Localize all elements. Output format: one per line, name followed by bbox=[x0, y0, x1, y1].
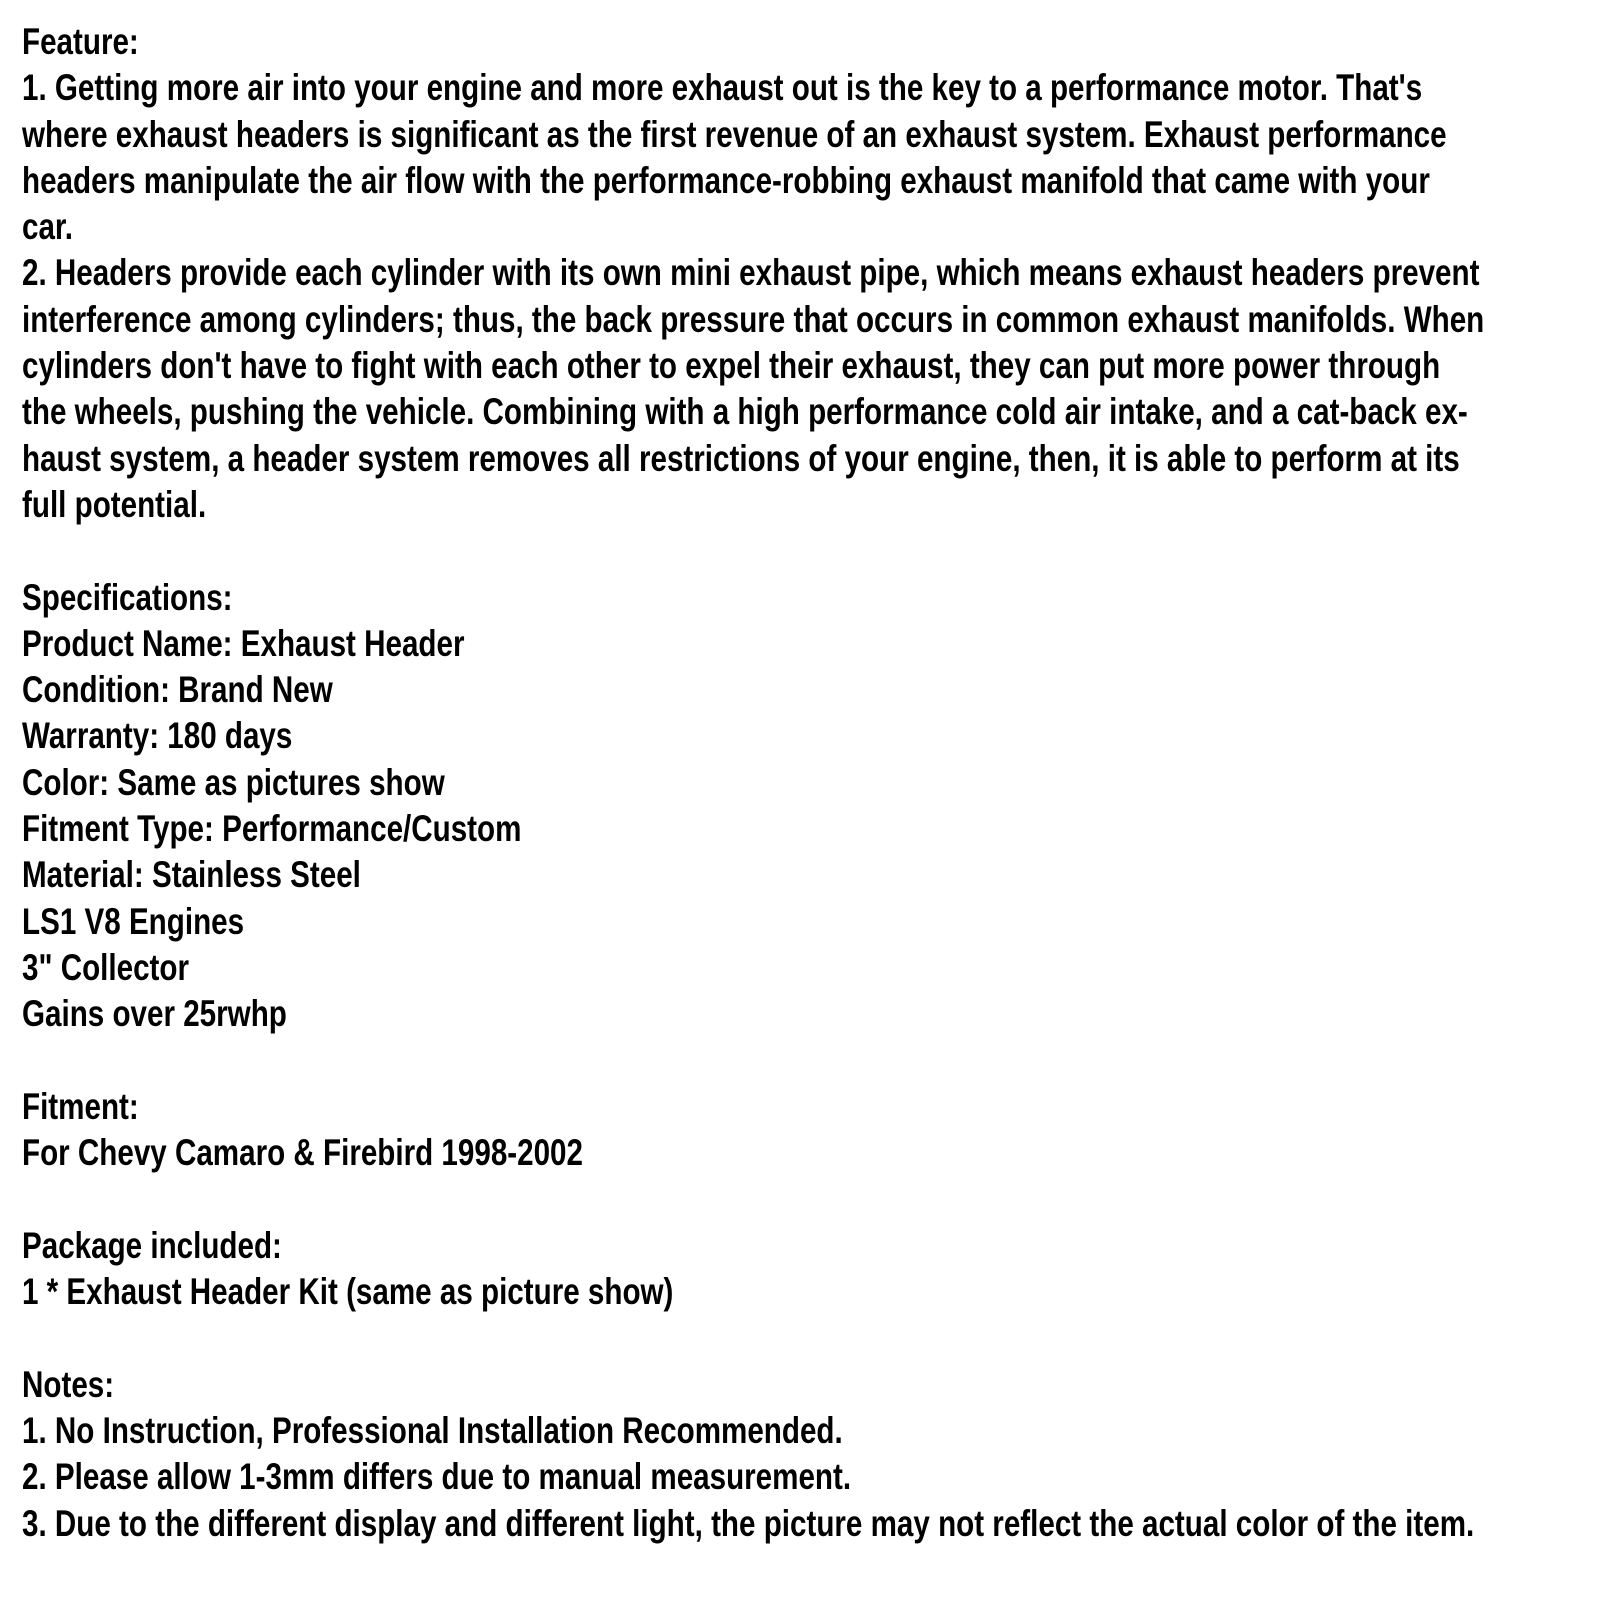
feature-line: cylinders don't have to fight with each other to expel their exhaust, they can put more power through bbox=[22, 345, 1441, 387]
section-feature bbox=[22, 19, 1600, 528]
feature-line: interference among cylinders; thus, the back pressure that occurs in common exhaust manifolds. When bbox=[22, 298, 1485, 340]
feature-line: headers manipulate the air flow with the performance-robbing exhaust manifold that came with your bbox=[22, 159, 1430, 201]
section-heading-fitment: Fitment: bbox=[22, 1085, 139, 1127]
section-notes bbox=[22, 1362, 1600, 1547]
spec-line-fitment-type: Fitment Type: Performance/Custom bbox=[22, 808, 522, 850]
section-separator bbox=[22, 1176, 1600, 1222]
fitment-line: For Chevy Camaro & Firebird 1998-2002 bbox=[22, 1132, 583, 1174]
spec-line-gains: Gains over 25rwhp bbox=[22, 993, 287, 1035]
spec-line-color: Color: Same as pictures show bbox=[22, 761, 445, 803]
section-separator bbox=[22, 1315, 1600, 1361]
feature-line: 1. Getting more air into your engine and more exhaust out is the key to a performance motor. That's bbox=[22, 67, 1423, 109]
note-line: 3. Due to the different display and different light, the picture may not reflect the actual color of the item. bbox=[22, 1502, 1475, 1544]
feature-line: where exhaust headers is significant as the first revenue of an exhaust system. Exhaust performance bbox=[22, 113, 1447, 155]
spec-line-material: Material: Stainless Steel bbox=[22, 854, 361, 896]
section-specifications bbox=[22, 575, 1600, 1038]
package-line: 1 * Exhaust Header Kit (same as picture show) bbox=[22, 1271, 674, 1313]
spec-line-collector: 3" Collector bbox=[22, 946, 190, 988]
spec-line-engine: LS1 V8 Engines bbox=[22, 900, 245, 942]
section-fitment bbox=[22, 1084, 1600, 1177]
feature-line: 2. Headers provide each cylinder with its own mini exhaust pipe, which means exhaust headers prevent bbox=[22, 252, 1480, 294]
section-heading-specifications: Specifications: bbox=[22, 576, 233, 618]
feature-line: full potential. bbox=[22, 483, 207, 525]
section-separator bbox=[22, 1038, 1600, 1084]
spec-line-product-name: Product Name: Exhaust Header bbox=[22, 622, 465, 664]
spec-line-condition: Condition: Brand New bbox=[22, 669, 333, 711]
spec-line-warranty: Warranty: 180 days bbox=[22, 715, 293, 757]
note-line: 1. No Instruction, Professional Installation Recommended. bbox=[22, 1409, 843, 1451]
section-heading-notes: Notes: bbox=[22, 1363, 115, 1405]
feature-line: haust system, a header system removes all restrictions of your engine, then, it is able to perform at its bbox=[22, 437, 1460, 479]
feature-line: the wheels, pushing the vehicle. Combining with a high performance cold air intake, and a cat-back ex- bbox=[22, 391, 1468, 433]
section-package-included bbox=[22, 1223, 1600, 1316]
feature-line: car. bbox=[22, 206, 74, 248]
section-separator bbox=[22, 528, 1600, 574]
section-heading-feature: Feature: bbox=[22, 21, 139, 62]
section-heading-package-included: Package included: bbox=[22, 1224, 282, 1266]
note-line: 2. Please allow 1-3mm differs due to manual measurement. bbox=[22, 1456, 852, 1498]
